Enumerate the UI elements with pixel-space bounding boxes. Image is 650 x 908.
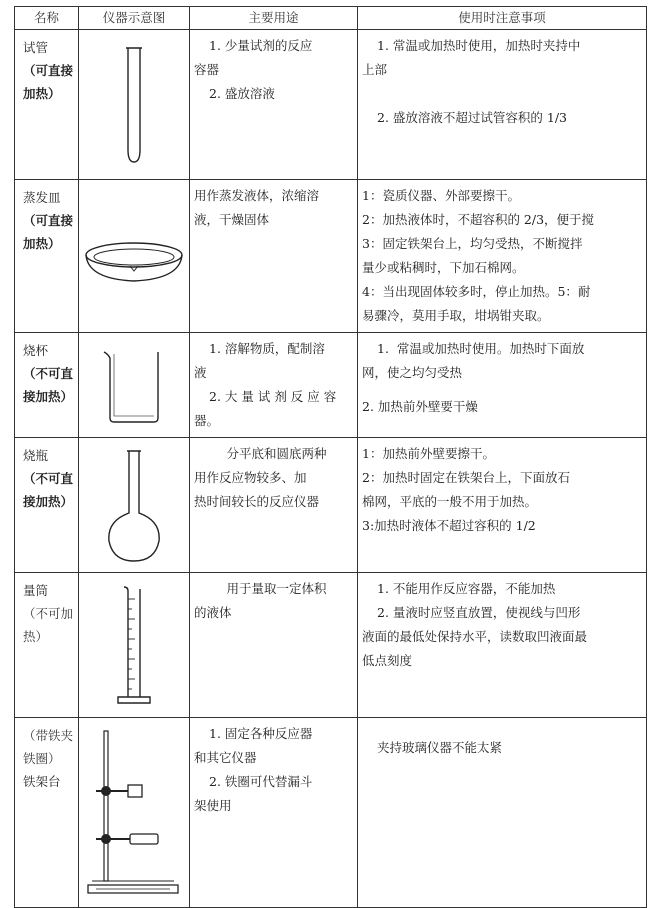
notes-cell bbox=[358, 718, 647, 908]
note-line: 夹持玻璃仪器不能太紧 bbox=[377, 740, 503, 755]
note-line: 4：当出现固体较多时，停止加热。5：耐 bbox=[362, 284, 591, 299]
usage-cell bbox=[190, 718, 358, 908]
heating-note: 接加热） bbox=[23, 389, 74, 404]
instrument-name-cell bbox=[15, 438, 79, 573]
diagram-cell bbox=[79, 180, 190, 333]
notes-cell bbox=[358, 30, 647, 180]
usage-line: 用作反应物较多、加 bbox=[194, 470, 307, 485]
usage-line: 用作蒸发液体，浓缩溶 bbox=[194, 188, 320, 203]
usage-line: 液，干燥固体 bbox=[194, 212, 270, 227]
graduated-cylinder-icon bbox=[104, 579, 164, 711]
usage-cell bbox=[190, 333, 358, 438]
heating-note: 加热） bbox=[23, 86, 61, 101]
notes-cell bbox=[358, 573, 647, 718]
instrument-name: 蒸发皿 bbox=[23, 190, 61, 205]
instrument-name-cell bbox=[15, 180, 79, 333]
table-row bbox=[15, 333, 647, 438]
usage-line: 的液体 bbox=[194, 605, 232, 620]
note-line: 2. 盛放溶液不超过试管容积的 1/3 bbox=[377, 110, 567, 125]
header-diagram: 仪器示意图 bbox=[79, 7, 190, 30]
usage-line: 分平底和圆底两种 bbox=[226, 446, 327, 461]
heating-note: 加热） bbox=[23, 236, 61, 251]
usage-cell bbox=[190, 30, 358, 180]
heating-note: （可直接 bbox=[23, 213, 74, 228]
instrument-name: 铁架台 bbox=[23, 774, 61, 789]
heating-note: （不可直 bbox=[23, 471, 74, 486]
instrument-name-cell bbox=[15, 333, 79, 438]
lab-instrument-table bbox=[14, 6, 647, 908]
note-line: 2：加热液体时，不超容积的 2/3，便于搅 bbox=[362, 212, 595, 227]
usage-cell bbox=[190, 180, 358, 333]
header-row bbox=[15, 7, 647, 30]
usage-line: 2. 盛放溶液 bbox=[209, 86, 275, 101]
flask-icon bbox=[99, 445, 169, 565]
heating-note: 接加热） bbox=[23, 494, 74, 509]
note-line: 1. 不能用作反应容器，不能加热 bbox=[377, 581, 556, 596]
table-row bbox=[15, 573, 647, 718]
table-row bbox=[15, 30, 647, 180]
note-line: 1：瓷质仪器、外部要擦干。 bbox=[362, 188, 520, 203]
usage-line: 热时间较长的反应仪器 bbox=[194, 494, 320, 509]
note-line: 1. 常温或加热时使用，加热时夹持中 bbox=[377, 38, 581, 53]
evaporating-dish-icon bbox=[82, 231, 186, 311]
table-row bbox=[15, 180, 647, 333]
diagram-cell bbox=[79, 438, 190, 573]
table-row bbox=[15, 718, 647, 908]
instrument-name: 量筒 bbox=[23, 583, 49, 598]
instrument-name-cell bbox=[15, 30, 79, 180]
instrument-name-cell bbox=[15, 573, 79, 718]
usage-line: 2. 铁圈可代替漏斗 bbox=[209, 774, 313, 789]
note-line: 上部 bbox=[362, 62, 388, 77]
note-line: 1：加热前外壁要擦干。 bbox=[362, 446, 495, 461]
usage-line: 液 bbox=[194, 365, 207, 380]
diagram-cell bbox=[79, 573, 190, 718]
usage-cell bbox=[190, 573, 358, 718]
header-usage: 主要用途 bbox=[190, 7, 358, 30]
note-line: 3：固定铁架台上，均匀受热，不断搅拌 bbox=[362, 236, 583, 251]
usage-line: 用于量取一定体积 bbox=[226, 581, 327, 596]
test-tube-icon bbox=[104, 40, 164, 170]
beaker-icon bbox=[94, 342, 174, 428]
usage-line: 容器 bbox=[194, 62, 220, 77]
instrument-name: 铁圈） bbox=[23, 751, 61, 766]
usage-line: 1. 溶解物质，配制溶 bbox=[209, 341, 325, 356]
usage-cell bbox=[190, 438, 358, 573]
diagram-cell bbox=[79, 333, 190, 438]
note-line: 3:加热时液体不超过容积的 1/2 bbox=[362, 518, 536, 533]
heating-note: （可直接 bbox=[23, 63, 74, 78]
notes-cell bbox=[358, 180, 647, 333]
instrument-name: （带铁夹 bbox=[23, 728, 74, 743]
instrument-name: 烧杯 bbox=[23, 343, 49, 358]
usage-line: 架使用 bbox=[194, 798, 232, 813]
header-name: 名称 bbox=[15, 7, 79, 30]
usage-line: 2. 大 量 试 剂 反 应 容 bbox=[209, 389, 337, 404]
usage-line: 器。 bbox=[194, 413, 220, 428]
note-line: 易骤冷，莫用手取，坩埚钳夹取。 bbox=[362, 308, 550, 323]
note-line: 2：加热时固定在铁架台上，下面放石 bbox=[362, 470, 570, 485]
note-line: 棉网，平底的一般不用于加热。 bbox=[362, 494, 538, 509]
instrument-name: 烧瓶 bbox=[23, 448, 49, 463]
heating-note: 热） bbox=[23, 629, 49, 644]
diagram-cell bbox=[79, 30, 190, 180]
heating-note: （不可加 bbox=[23, 606, 74, 621]
note-line: 低点刻度 bbox=[362, 653, 413, 668]
heating-note: （不可直 bbox=[23, 366, 74, 381]
iron-stand-icon bbox=[82, 723, 186, 903]
usage-line: 和其它仪器 bbox=[194, 750, 257, 765]
note-line: 量少或粘稠时，下加石棉网。 bbox=[362, 260, 525, 275]
usage-line: 1. 少量试剂的反应 bbox=[209, 38, 313, 53]
instrument-name: 试管 bbox=[23, 40, 49, 55]
note-line: 液面的最低处保持水平，读数取凹液面最 bbox=[362, 629, 588, 644]
header-notes: 使用时注意事项 bbox=[358, 7, 647, 30]
notes-cell bbox=[358, 333, 647, 438]
note-line: 2. 量液时应竖直放置，使视线与凹形 bbox=[377, 605, 581, 620]
table-row bbox=[15, 438, 647, 573]
instrument-name-cell bbox=[15, 718, 79, 908]
notes-cell bbox=[358, 438, 647, 573]
note-line: 2. 加热前外壁要干燥 bbox=[362, 399, 478, 414]
usage-line: 1. 固定各种反应器 bbox=[209, 726, 313, 741]
note-line: 网，使之均匀受热 bbox=[362, 365, 463, 380]
diagram-cell bbox=[79, 718, 190, 908]
note-line: 1. 常温或加热时使用。加热时下面放 bbox=[377, 341, 585, 356]
